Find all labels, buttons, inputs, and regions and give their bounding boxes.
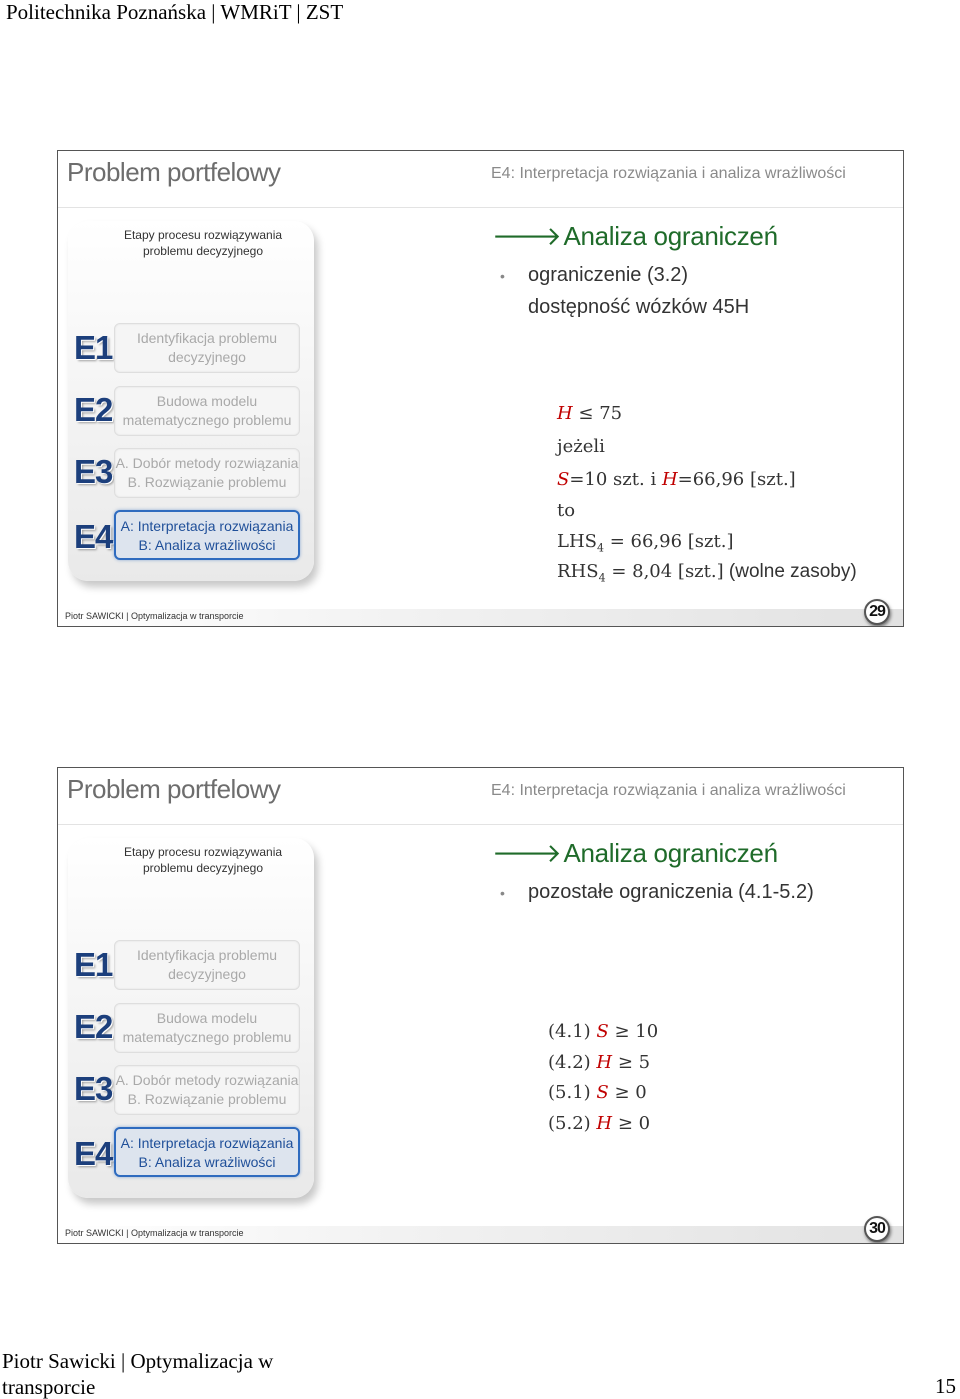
slide-29 <box>57 150 904 627</box>
stage-code-e4: E4 <box>74 1135 113 1172</box>
stage-code-e4: E4 <box>74 518 113 555</box>
math-var: H <box>596 1113 613 1134</box>
section-heading-text: Analiza ograniczeń <box>563 838 778 868</box>
constraint-row <box>548 1082 647 1103</box>
stage-box-e3 <box>114 1065 300 1115</box>
stage-line: A: Interpretacja rozwiązania <box>120 1135 294 1151</box>
header-divider <box>58 207 904 208</box>
stage-line: decyzyjnego <box>168 966 246 982</box>
stage-line: A. Dobór metody rozwiązania <box>115 1072 299 1088</box>
math-text: = 66,96 [szt.] <box>603 531 734 552</box>
section-heading <box>492 221 778 252</box>
stage-line: decyzyjnego <box>168 349 246 365</box>
math-var: H <box>661 469 678 490</box>
stage-panel-caption: Etapy procesu rozwiązywania problemu decyzyjnego <box>123 845 283 875</box>
section-heading <box>492 838 778 869</box>
slide-footer-text: Piotr SAWICKI | Optymalizacja w transporcie <box>65 1228 244 1238</box>
constraint-row <box>548 1052 650 1073</box>
stage-line: Budowa modelu <box>156 393 258 409</box>
bullet-text: ograniczenie (3.2) <box>528 264 689 286</box>
math-text: =10 szt. i <box>569 469 662 490</box>
math-line-1 <box>557 403 622 424</box>
slide-subtitle: E4: Interpretacja rozwiązania i analiza wrażliwości <box>491 782 846 799</box>
bullet-dot-icon: • <box>500 268 505 284</box>
stage-box-e2 <box>114 1003 300 1053</box>
math-line-5 <box>557 531 733 555</box>
stage-panel-caption: Etapy procesu rozwiązywania problemu decyzyjnego <box>123 228 283 258</box>
stage-box-e1 <box>114 323 300 373</box>
stage-line: B: Analiza wrażliwości <box>138 537 276 553</box>
section-heading-text: Analiza ograniczeń <box>563 221 778 251</box>
stage-code-e2: E2 <box>74 391 113 428</box>
math-var: S <box>596 1082 609 1103</box>
slide-footer-text: Piotr SAWICKI | Optymalizacja w transporcie <box>65 611 244 621</box>
math-subscript: 4 <box>596 541 604 555</box>
slide-30 <box>57 767 904 1244</box>
page-number: 15 <box>935 1374 956 1398</box>
header-divider <box>58 824 904 825</box>
math-text: RHS <box>557 561 599 582</box>
math-subscript: 4 <box>598 571 606 585</box>
stage-code-e3: E3 <box>74 1070 113 1107</box>
bullet-dot-icon: • <box>500 885 505 901</box>
stage-box-e4-active <box>114 510 300 560</box>
slide-number-badge: 30 <box>864 1216 890 1242</box>
stage-line: Identyfikacja problemu <box>136 947 278 963</box>
constraint-row <box>548 1021 658 1042</box>
math-text: ≤ 75 <box>572 403 623 424</box>
slide-title: Problem portfelowy <box>67 157 281 187</box>
math-text: ≥ 0 <box>608 1082 647 1103</box>
math-var: S <box>596 1021 609 1042</box>
stage-box-e3 <box>114 448 300 498</box>
math-line-3 <box>557 469 796 490</box>
constraint-label: (5.2) <box>548 1113 597 1134</box>
stage-code-e1: E1 <box>74 329 113 366</box>
stage-line: B. Rozwiązanie problemu <box>127 1091 287 1107</box>
math-text: ≥ 5 <box>612 1052 651 1073</box>
stage-code-e1: E1 <box>74 946 113 983</box>
stage-line: A. Dobór metody rozwiązania <box>115 455 299 471</box>
stage-box-e4-active <box>114 1127 300 1177</box>
stage-line: B. Rozwiązanie problemu <box>127 474 287 490</box>
stage-line: matematycznego problemu <box>122 1029 292 1045</box>
stage-line: matematycznego problemu <box>122 412 292 428</box>
stage-code-e2: E2 <box>74 1008 113 1045</box>
math-line-2: jeżeli <box>557 436 605 457</box>
math-var: S <box>557 469 570 490</box>
arrow-right-icon: 🡒 <box>492 221 562 251</box>
math-var: H <box>596 1052 613 1073</box>
bullet-continuation: dostępność wózków 45H <box>528 296 750 318</box>
math-text: ≥ 10 <box>608 1021 659 1042</box>
stage-line: Identyfikacja problemu <box>136 330 278 346</box>
stage-line: Budowa modelu <box>156 1010 258 1026</box>
slide-title: Problem portfelowy <box>67 774 281 804</box>
stage-line: A: Interpretacja rozwiązania <box>120 518 294 534</box>
constraint-row <box>548 1113 650 1134</box>
bullet-text: pozostałe ograniczenia (4.1-5.2) <box>528 881 814 903</box>
math-text: ≥ 0 <box>612 1113 651 1134</box>
page-header: Politechnika Poznańska | WMRiT | ZST <box>6 0 344 24</box>
arrow-right-icon: 🡒 <box>492 838 562 868</box>
slide-subtitle: E4: Interpretacja rozwiązania i analiza wrażliwości <box>491 165 846 182</box>
bullet-item <box>500 264 689 287</box>
math-note: (wolne zasoby) <box>723 561 857 582</box>
stage-box-e2 <box>114 386 300 436</box>
slide-number-badge: 29 <box>864 599 890 625</box>
page-footer-author: Piotr Sawicki | Optymalizacja w transporcie <box>2 1349 274 1399</box>
constraint-label: (4.1) <box>548 1021 597 1042</box>
math-text: LHS <box>557 531 597 552</box>
math-text: =66,96 [szt.] <box>677 469 796 490</box>
math-line-6 <box>557 561 857 585</box>
stage-code-e3: E3 <box>74 453 113 490</box>
math-line-4: to <box>557 500 576 521</box>
bullet-item <box>500 881 814 904</box>
stage-box-e1 <box>114 940 300 990</box>
constraint-label: (4.2) <box>548 1052 597 1073</box>
constraint-label: (5.1) <box>548 1082 597 1103</box>
stage-line: B: Analiza wrażliwości <box>138 1154 276 1170</box>
math-var: H <box>557 403 573 424</box>
math-text: = 8,04 [szt.] <box>605 561 724 582</box>
